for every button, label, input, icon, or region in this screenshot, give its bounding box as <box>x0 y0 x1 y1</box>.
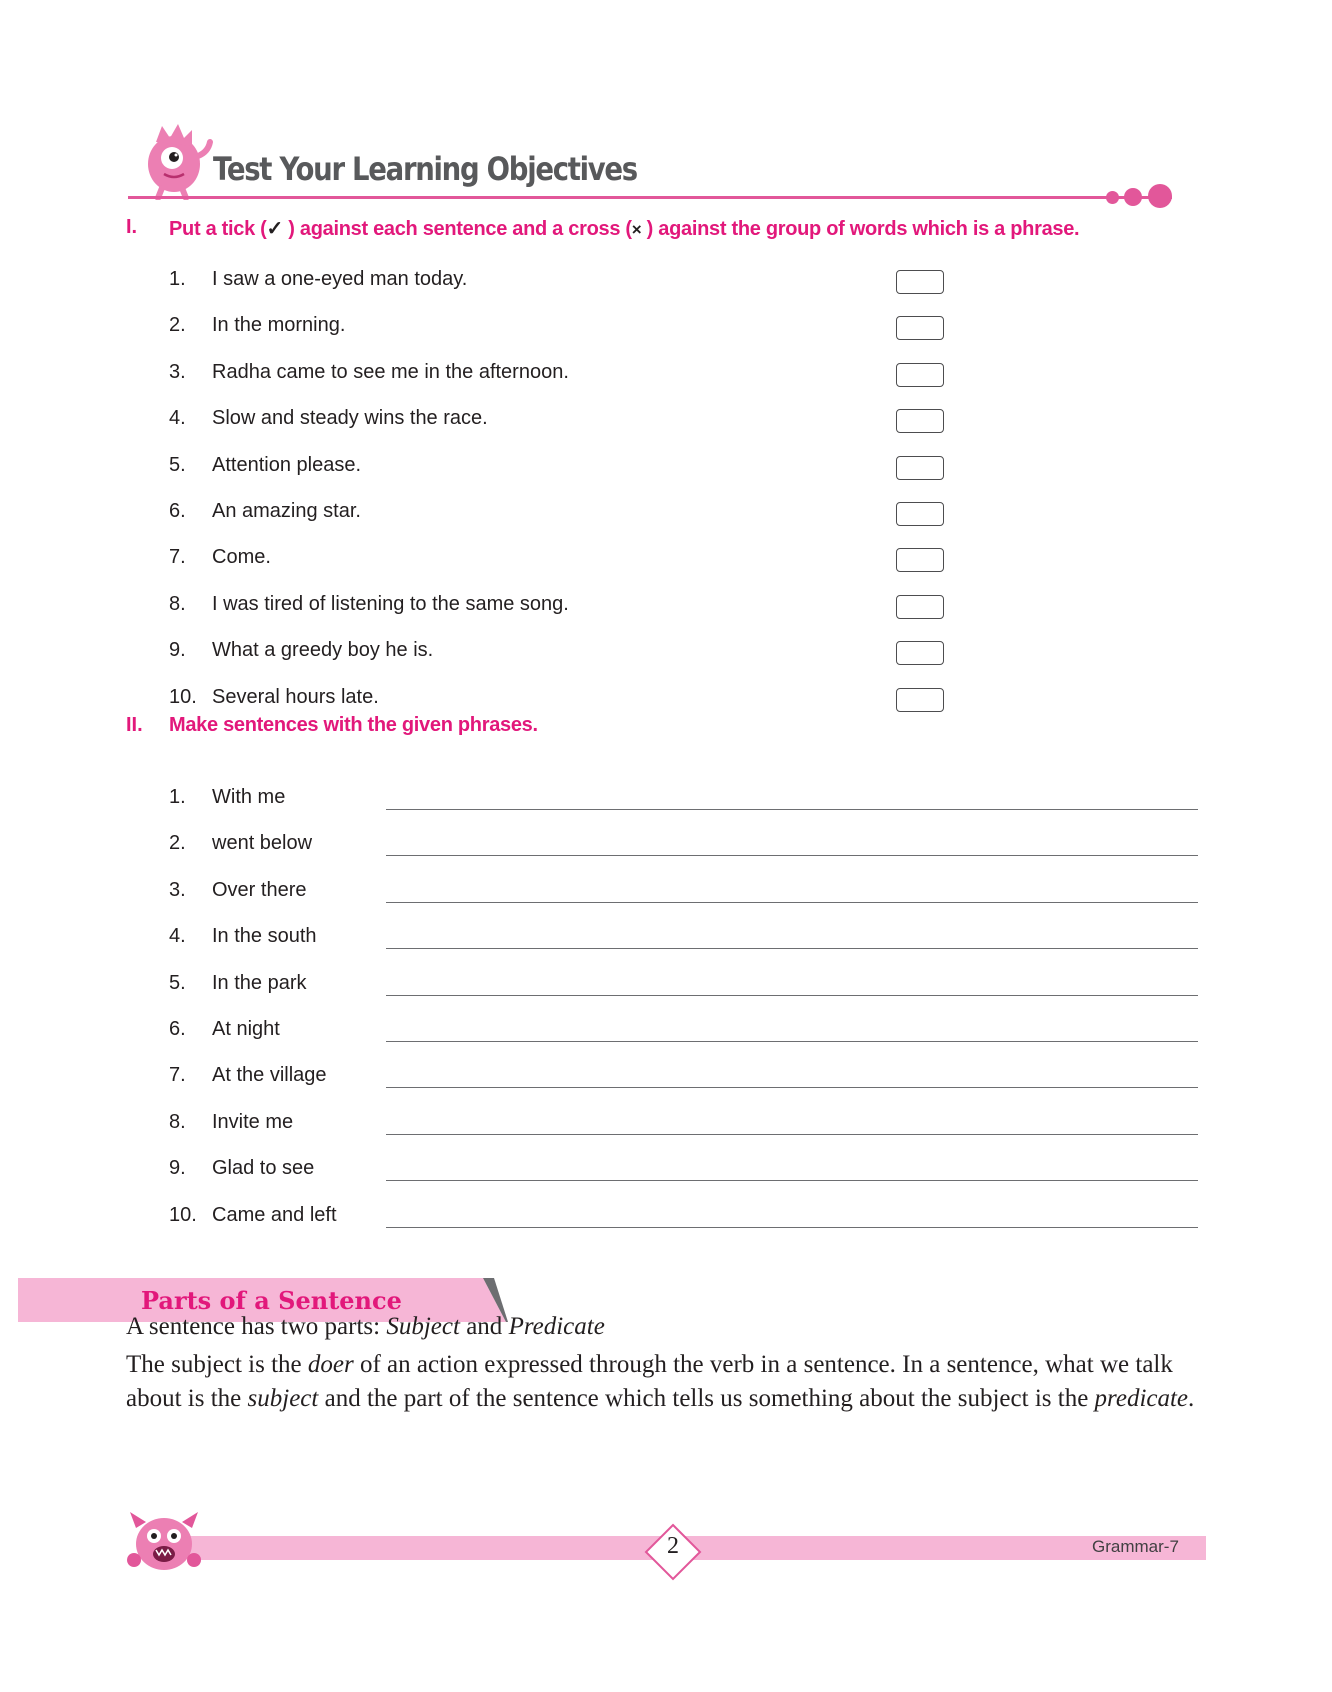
item-number: 2. <box>169 314 186 337</box>
answer-line[interactable] <box>386 902 1198 903</box>
mascot-icon <box>138 122 218 200</box>
item-number: 5. <box>169 971 186 994</box>
answer-box[interactable] <box>896 456 944 480</box>
phrase-text: In the park <box>212 971 307 994</box>
phrase-item <box>0 1064 1332 1094</box>
item-number: 10. <box>169 685 197 708</box>
answer-box[interactable] <box>896 548 944 572</box>
sentence-item <box>0 407 1332 437</box>
item-number: 7. <box>169 1064 186 1087</box>
answer-line[interactable] <box>386 1041 1198 1042</box>
phrase-text: Came and left <box>212 1203 337 1226</box>
section-1-number: I. <box>126 216 138 238</box>
item-number: 10. <box>169 1203 197 1226</box>
answer-line[interactable] <box>386 1134 1198 1135</box>
item-number: 5. <box>169 453 186 476</box>
phrase-item <box>0 832 1332 862</box>
answer-box[interactable] <box>896 316 944 340</box>
sentence-item <box>0 314 1332 344</box>
sentence-item <box>0 454 1332 484</box>
item-number: 9. <box>169 639 186 662</box>
item-text: I saw a one-eyed man today. <box>212 268 468 290</box>
page-number: 2 <box>667 1533 679 1559</box>
item-number: 4. <box>169 407 186 430</box>
item-text: Come. <box>212 546 271 569</box>
item-number: 6. <box>169 1018 186 1040</box>
phrase-item <box>0 786 1332 816</box>
sentence-item <box>0 639 1332 669</box>
section-2-number: II. <box>126 714 143 736</box>
phrase-text: Glad to see <box>212 1157 315 1180</box>
parts-title: Parts of a Sentence <box>141 1286 402 1315</box>
cross-symbol: × <box>631 220 642 239</box>
sentence-item <box>0 361 1332 391</box>
item-text: An amazing star. <box>212 500 361 522</box>
book-title: Grammar-7 <box>1092 1537 1179 1556</box>
answer-box[interactable] <box>896 409 944 433</box>
item-text: Radha came to see me in the afternoon. <box>212 360 569 383</box>
item-text: Slow and steady wins the race. <box>212 407 488 430</box>
item-number: 9. <box>169 1157 186 1180</box>
tick-symbol: ✓ <box>266 218 284 240</box>
parts-paragraph-2: The subject is the doer of an action expressed through the verb in a sentence. In a sentence, what we talk about is the subject and the part of the sentence which tells us something about the subject is the predicate. <box>126 1351 1195 1412</box>
sentence-item <box>0 546 1332 576</box>
phrase-item <box>0 1157 1332 1187</box>
section-1-instruction: Put a tick (✓ ) against each sentence and a cross (× ) against the group of words which is a phrase. <box>169 218 1080 240</box>
phrase-item <box>0 879 1332 909</box>
phrase-item <box>0 1111 1332 1141</box>
item-text: I was tired of listening to the same song. <box>212 592 569 615</box>
phrase-text: In the south <box>212 925 317 948</box>
answer-box[interactable] <box>896 502 944 526</box>
answer-box[interactable] <box>896 595 944 619</box>
phrase-item <box>0 972 1332 1002</box>
item-number: 8. <box>169 1110 186 1133</box>
phrase-text: Over there <box>212 878 307 901</box>
item-number: 3. <box>169 360 186 383</box>
rule-dot-small <box>1106 191 1119 204</box>
item-number: 6. <box>169 500 186 522</box>
section-2-instruction: Make sentences with the given phrases. <box>169 714 538 736</box>
item-text: Several hours late. <box>212 685 379 708</box>
answer-box[interactable] <box>896 688 944 712</box>
item-number: 8. <box>169 592 186 615</box>
answer-box[interactable] <box>896 270 944 294</box>
item-number: 7. <box>169 546 186 569</box>
page-heading: Test Your Learning Objectives <box>213 150 637 188</box>
answer-line[interactable] <box>386 855 1198 856</box>
item-number: 4. <box>169 925 186 948</box>
rule-dot-large <box>1148 184 1172 208</box>
footer-monster-icon <box>124 1506 204 1574</box>
phrase-item <box>0 1018 1332 1048</box>
answer-box[interactable] <box>896 641 944 665</box>
item-text: In the morning. <box>212 314 346 337</box>
sentence-item <box>0 686 1332 716</box>
phrase-text: At the village <box>212 1064 327 1087</box>
sentence-item <box>0 593 1332 623</box>
parts-paragraph-1: A sentence has two parts: Subject and Predicate <box>126 1313 605 1340</box>
phrase-text: Invite me <box>212 1110 294 1133</box>
item-text: Attention please. <box>212 453 361 476</box>
phrase-text: At night <box>212 1018 280 1040</box>
item-number: 1. <box>169 268 186 290</box>
sentence-item <box>0 500 1332 530</box>
heading-rule <box>128 196 1172 199</box>
answer-line[interactable] <box>386 995 1198 996</box>
answer-line[interactable] <box>386 1227 1198 1228</box>
answer-line[interactable] <box>386 948 1198 949</box>
item-number: 3. <box>169 878 186 901</box>
answer-line[interactable] <box>386 1087 1198 1088</box>
rule-dot-medium <box>1124 188 1142 206</box>
sentence-item <box>0 268 1332 298</box>
item-number: 1. <box>169 786 186 808</box>
answer-box[interactable] <box>896 363 944 387</box>
item-text: What a greedy boy he is. <box>212 639 434 662</box>
phrase-item <box>0 925 1332 955</box>
item-number: 2. <box>169 832 186 855</box>
answer-line[interactable] <box>386 1180 1198 1181</box>
phrase-text: went below <box>212 832 313 855</box>
phrase-item <box>0 1204 1332 1234</box>
answer-line[interactable] <box>386 809 1198 810</box>
phrase-text: With me <box>212 786 286 808</box>
